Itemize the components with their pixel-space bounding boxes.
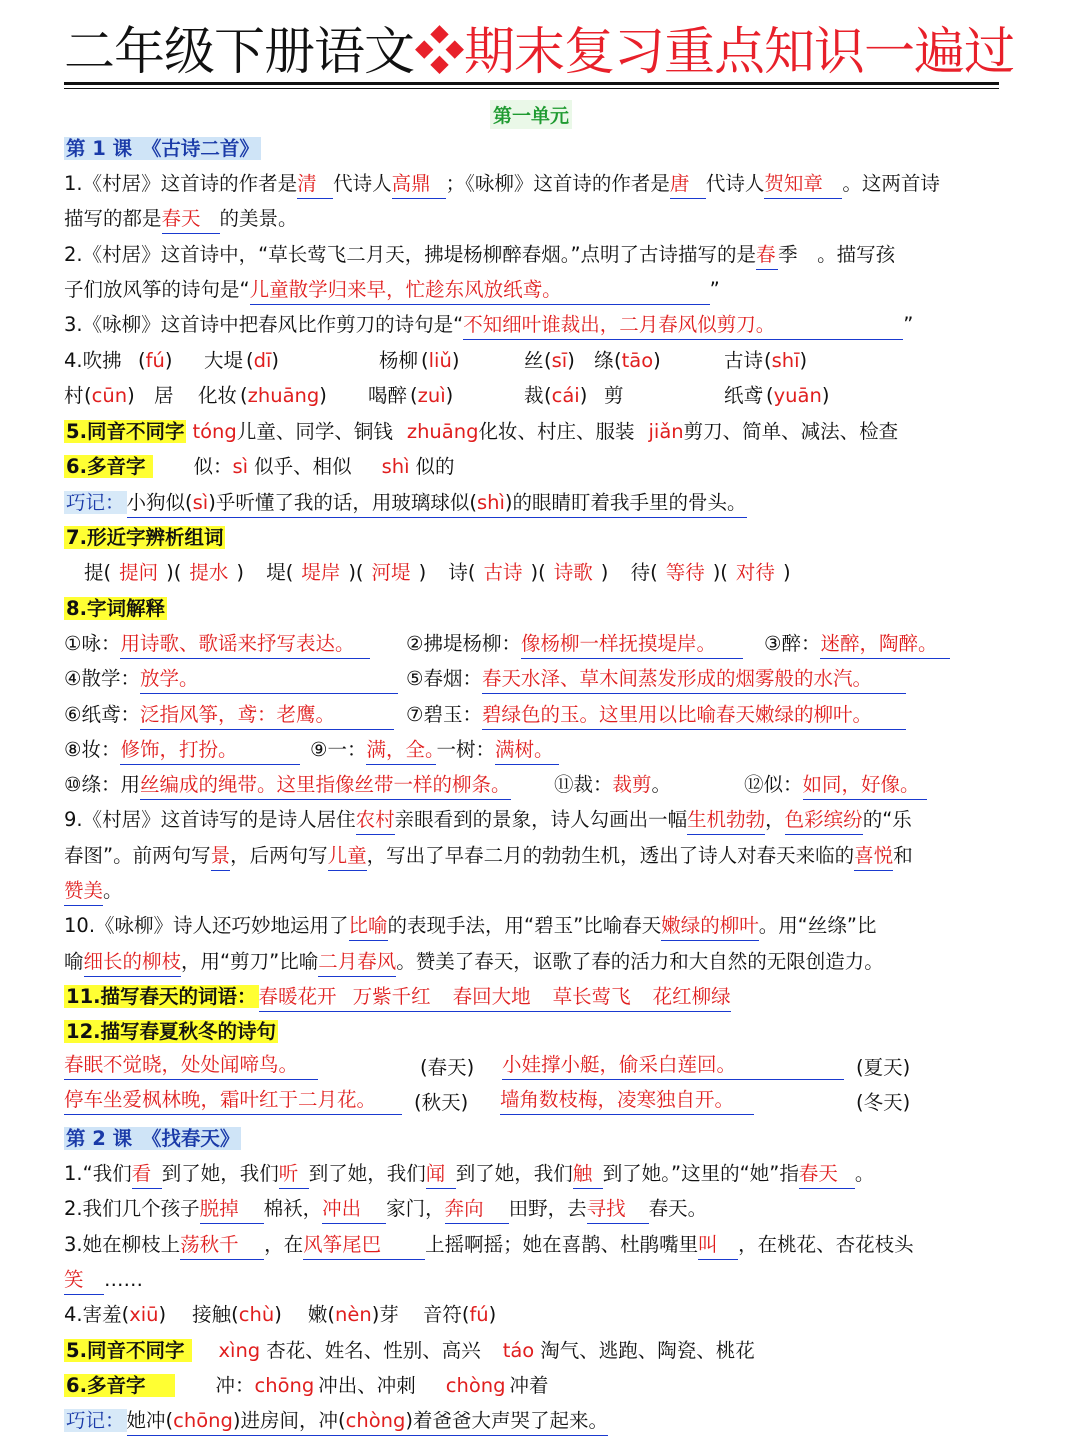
l1-q2-line2	[64, 272, 720, 307]
text-lesson1-xing-items-3-1: 等待	[665, 561, 705, 584]
text-lesson2-q2-e: 田野，去	[508, 1197, 587, 1220]
text-lesson1-q10-b2: 嫩绿的柳叶	[661, 911, 759, 941]
page-title	[64, 22, 1015, 84]
text-lesson1-q1-f: 。这两首诗	[842, 172, 940, 195]
text-lesson2-py-7: 音符	[422, 1303, 462, 1326]
text-lesson2-py-1: xiū	[129, 1303, 159, 1326]
text-span	[764, 626, 950, 661]
text-lesson1-q9-h: ，写出了早春二月的勃勃生机，透出了诗人对春天来临的	[366, 844, 855, 867]
title-rule-thin	[64, 88, 999, 89]
text-lesson1-tong-p1: tóng	[192, 420, 237, 443]
text-span	[64, 661, 398, 696]
text-lesson2-q2-f: 春天。	[648, 1197, 708, 1220]
text-lesson1-q9-b7: 赞美	[64, 876, 103, 906]
text-lesson1-xing-items-0-2: 提水	[189, 561, 229, 584]
text-lesson2-q1-b3: 闻	[426, 1159, 456, 1189]
text-lesson1-qiao-p2: shì	[476, 491, 505, 514]
text-span: 小狗似(sì)乎听懂了我的话，用玻璃球似(shì)的眼睛盯着我手里的骨头。	[127, 488, 747, 518]
text-lesson2-qiao-p2: chòng	[345, 1409, 406, 1432]
text-lesson1-py1-3: dī	[253, 349, 272, 372]
text-lesson1-q12-label: 12.描写春夏秋冬的诗句	[66, 1020, 277, 1043]
text-lesson1-py2-8: cái	[551, 384, 580, 407]
text-lesson1-q9-b1: 农村	[356, 805, 395, 835]
text-span	[310, 732, 559, 767]
text-lesson2-q3-b1: 荡秋千	[180, 1230, 264, 1260]
text-lesson1-q10-g: 。赞美了春天，讴歌了春的活力和大自然的无限创造力。	[396, 950, 884, 973]
text-lesson1-q2-b2: 儿童散学归来早，忙趁东风放纸鸢。	[250, 275, 710, 305]
text-lesson1-q12-s4: 墙角数枝梅，凌寒独自开。	[500, 1085, 754, 1115]
l1-qiaoji	[64, 485, 747, 520]
text-lesson1-py1-2: 大堤	[204, 349, 244, 372]
text-lesson1-q1-h: 的美景。	[219, 207, 298, 230]
text-lesson2-qiao-p1: chōng	[173, 1409, 233, 1432]
text-lesson1-q1-g: 描写的都是	[64, 207, 162, 230]
text-lesson2-q2-b3: 奔向	[445, 1194, 509, 1224]
text-lesson2-q2-d: 家门，	[386, 1197, 445, 1220]
text-lesson1-q1-b5: 春天	[162, 204, 220, 234]
text-lesson2-q2-c: 棉袄，	[263, 1197, 323, 1220]
text-span: (zhuāng)	[240, 384, 327, 407]
l1-jieshi-label	[64, 591, 167, 626]
text-lesson2-q3-e: ，在桃花、杏花枝头	[738, 1233, 914, 1256]
text-lesson1-xing-items-2-0: 诗	[448, 561, 468, 584]
text-lesson1-py2-5: 喝醉	[368, 384, 408, 407]
l1-q2-line1	[64, 237, 895, 272]
text-lesson1-xing-items-0-0: 提	[84, 561, 104, 584]
l2-pinyin: 4.害羞(xiū) 接触(chù) 嫩(nèn)芽 音符(fú)	[64, 1303, 497, 1326]
text-lesson1-q9-b6: 喜悦	[854, 841, 893, 871]
text-lesson1-xing-items-1-1: 堤岸	[301, 561, 341, 584]
text-lesson2-q1-f: 到了她。”这里的“她”指	[602, 1162, 799, 1185]
text-lesson1-q9-i: 和	[893, 844, 913, 867]
text-lesson1-q10-b1: 比喻	[349, 911, 388, 941]
text-lesson1-q2-a: 2.《村居》这首诗中，“草长莺飞二月天，拂堤杨柳醉春烟。”点明了古诗描写的是	[64, 243, 757, 266]
text-lesson2-duo-label: 6.多音字	[64, 1374, 175, 1397]
text-lesson1-jie-r4-5: 满树。	[495, 735, 559, 765]
text-lesson2-q1-b4: 触	[573, 1159, 603, 1189]
text-lesson1-q12-t4: (冬天)	[856, 1091, 911, 1114]
text-lesson2-q3-b3: 叫	[698, 1230, 738, 1260]
text-lesson1-q12-t3: (秋天)	[414, 1091, 469, 1114]
text-lesson1-qiao-c: 的眼睛盯着我手里的骨头。	[512, 491, 747, 514]
text-lesson1-qiao-a: 小狗似	[126, 491, 186, 514]
text-lesson2-qiao-b: 进房间，冲	[240, 1409, 339, 1432]
text-span	[64, 732, 300, 767]
text-lesson2-q2-b1: 脱掉	[200, 1194, 264, 1224]
text-span	[64, 767, 511, 802]
text-lesson1-qiao-p1: sì	[192, 491, 209, 514]
text-lesson1-py2-11: yuān	[773, 384, 822, 407]
l1-q9-line2	[64, 838, 913, 873]
text-lesson1-py1-6: 丝	[524, 349, 544, 372]
text-lesson1-jie-r4-2: ⑨一：	[310, 738, 367, 761]
text-lesson2-q1-b5: 春天	[799, 1159, 855, 1189]
l2-q1	[64, 1156, 874, 1191]
text-lesson2-q3-b2: 风筝尾巴	[303, 1230, 425, 1260]
l1-q10-line2	[64, 944, 884, 979]
text-lesson2-q3-b4: 笑	[64, 1265, 104, 1295]
text-lesson1-py1-7: sī	[551, 349, 568, 372]
text-lesson1-q12-t2: (夏天)	[856, 1056, 911, 1079]
text-lesson2-py-6: 芽	[379, 1303, 399, 1326]
text-lesson1-q9-e: 的“乐	[862, 808, 912, 831]
text-lesson1-jie-r3-3: 碧绿色的玉。这里用以比喻春天嫩绿的柳叶。	[482, 700, 906, 730]
l1-q1-line1	[64, 166, 940, 201]
text-span	[406, 697, 906, 732]
text-lesson1-q11-words-0: 春暖花开	[258, 985, 337, 1008]
text-lesson1-q1-b1: 清	[297, 169, 333, 199]
text-span	[64, 697, 394, 732]
text-lesson1-jie-r1-2: ②拂堤杨柳：	[406, 632, 521, 655]
text-span: (cái)	[544, 384, 588, 407]
title-black: 二年级下册语文	[64, 23, 415, 82]
text-lesson1-q10-d: 。用“丝绦”比	[758, 914, 877, 937]
text-lesson2-duo-p2: chòng	[445, 1374, 506, 1397]
text-lesson1-jie-r1-5: 迷醉，陶醉。	[820, 629, 950, 659]
text-lesson1-q9-b4: 景	[211, 841, 231, 871]
text-lesson1-jie-r2-1: 放学。	[140, 664, 398, 694]
text-lesson1-py2-0: 村	[64, 384, 84, 407]
text-lesson1-py2-7: 裁	[524, 384, 544, 407]
lesson2-title-row	[64, 1121, 241, 1156]
text-lesson1-py1-4: 杨柳	[379, 349, 419, 372]
text-lesson2-duo-p1: chōng	[254, 1374, 315, 1397]
text-lesson1-py2-10: 纸鸢	[724, 384, 764, 407]
text-lesson2-py-4: 嫩	[307, 1303, 328, 1326]
text-span: (yuān)	[766, 384, 830, 407]
text-span: (sī)	[544, 349, 575, 372]
text-lesson1-q10-e: 喻	[64, 950, 84, 973]
text-lesson2-qiao-c: 着爸爸大声哭了起来。	[412, 1409, 608, 1432]
text-lesson2-duo-a: 冲：	[215, 1374, 255, 1397]
text-lesson1-q9-a: 9.《村居》这首诗写的是诗人居住	[64, 808, 356, 831]
text-lesson1-q11-words-3: 草长莺飞	[552, 985, 631, 1008]
text-lesson1-tong-w2: 化妆、村庄、服装	[478, 420, 635, 443]
text-lesson1-jie-r5-5: ⑫似：	[744, 773, 803, 796]
text-lesson1-jie-r4-4: 一树：	[436, 738, 495, 761]
l2-duoyin	[64, 1368, 549, 1403]
text-lesson1-jie-r2-0: ④散学：	[64, 667, 140, 690]
text-lesson1-jie-r4-0: ⑧妆：	[64, 738, 121, 761]
text-lesson1-jie-r5-3: 裁剪	[612, 773, 652, 796]
text-lesson1-q1-d: ；《咏柳》这首诗的作者是	[445, 172, 670, 195]
text-lesson2-q1-e: 到了她，我们	[455, 1162, 573, 1185]
text-lesson2-tong-p1: xìng	[218, 1339, 261, 1362]
text-lesson1-q12-t1: (春天)	[420, 1056, 475, 1079]
text-span: (zuì)	[410, 384, 454, 407]
text-span: (shī)	[764, 349, 808, 372]
text-lesson1-q2-b1: 春	[756, 240, 778, 270]
text-span	[554, 767, 671, 802]
text-lesson1-q1-a: 1.《村居》这首诗的作者是	[64, 172, 298, 195]
text-span: (liǔ)	[421, 349, 460, 372]
text-lesson1-py1-0: 4.吹拂	[64, 349, 122, 372]
text-lesson1-jie-r5-6: 如同，好像。	[803, 770, 927, 800]
text-lesson2-q2-b2: 冲出	[322, 1194, 386, 1224]
text-span: (fú)	[138, 349, 173, 372]
text-lesson1-xing-items-2-2: 诗歌	[553, 561, 593, 584]
text-lesson1-q2-e: ”	[709, 278, 720, 301]
text-lesson1-jie-r3-2: ⑦碧玉：	[406, 703, 482, 726]
text-lesson1-q10-b3: 细长的柳枝	[84, 947, 182, 977]
text-lesson1-xing-items-2-1: 古诗	[483, 561, 523, 584]
text-lesson2-py-3: chù	[238, 1303, 275, 1326]
text-lesson1-q3-b: 不知细叶谁裁出，二月春风似剪刀。	[463, 310, 903, 340]
text-lesson1-tong-label: 5.同音不同字	[66, 420, 185, 443]
text-lesson2-py-2: 接触	[192, 1303, 232, 1326]
text-lesson1-py2-9: 剪	[604, 384, 624, 407]
text-lesson1-q1-e: 代诗人	[705, 172, 765, 195]
text-lesson2-tong-w2: 淘气、逃跑、陶瓷、桃花	[540, 1339, 755, 1362]
text-lesson1-jie-r5-4: 。	[651, 773, 672, 796]
title-rule	[64, 82, 999, 85]
text-lesson1-q3-c: ”	[903, 313, 914, 336]
text-lesson1-q12-s3: 停车坐爱枫林晚，霜叶红于二月花。	[64, 1085, 402, 1115]
text-lesson1-q2-c: 季 。描写孩	[778, 243, 896, 266]
text-lesson1-q10-a: 10.《咏柳》诗人还巧妙地运用了	[64, 914, 349, 937]
text-lesson1-q9-c: 亲眼看到的景象，诗人勾画出一幅	[394, 808, 688, 831]
text-lesson1-q9-b5: 儿童	[328, 841, 367, 871]
text-lesson1-duo-w2: 似的	[415, 455, 455, 478]
text-span: (dī)	[246, 349, 280, 372]
text-span: 她冲(chōng)进房间，冲(chòng)着爸爸大声哭了起来。	[127, 1406, 608, 1436]
text-lesson2-tong-label: 5.同音不同字	[64, 1339, 192, 1362]
text-lesson1-q11-label: 11.描写春天的词语：	[66, 985, 257, 1008]
text-lesson1-jie-r3-0: ⑥纸鸢：	[64, 703, 140, 726]
l1-xingjin-row: 提( 提问 )( 提水 ) 堤( 堤岸 )( 河堤 ) 诗( 古诗 )( 诗歌 ) 待( 等待 )( 对待 )	[84, 561, 791, 584]
text-lesson1-duo-w1: 似乎、相似	[254, 455, 352, 478]
text-lesson1-q10-b4: 二月春风	[318, 947, 396, 977]
text-lesson1-jie-r5-1: 丝编成的绳带。这里指像丝带一样的柳条。	[140, 770, 511, 800]
l2-tongyin	[64, 1333, 755, 1368]
text-lesson1-duo-a: 似：	[193, 455, 233, 478]
text-lesson2-tong-w1: 杏花、姓名、性别、高兴	[266, 1339, 481, 1362]
text-lesson2-q2-b4: 寻找	[587, 1194, 649, 1224]
text-lesson1-py2-4: zhuāng	[247, 384, 320, 407]
text-lesson1-py1-10: 古诗	[724, 349, 764, 372]
text-lesson1-q12-s1: 春眠不觉晓，处处闻啼鸟。	[64, 1050, 318, 1080]
text-span	[406, 626, 743, 661]
lesson2-title: 第 2 课 《找春天》	[66, 1127, 240, 1150]
text-lesson1-q11-words-4: 花红柳绿	[652, 985, 731, 1008]
text-lesson1-q9-b2: 生机勃勃	[687, 805, 765, 835]
text-lesson1-duo-p1: sì	[232, 455, 249, 478]
text-lesson1-qiao-b: 乎听懂了我的话，用玻璃球似	[215, 491, 470, 514]
text-span: (tāo)	[614, 349, 661, 372]
text-lesson1-q1-b2: 高鼎	[392, 169, 446, 199]
text-span: (cūn)	[84, 384, 135, 407]
l1-q12-label	[64, 1014, 278, 1049]
text-lesson1-xing-items-3-2: 对待	[735, 561, 775, 584]
text-lesson2-py-8: fú	[469, 1303, 489, 1326]
text-lesson1-py1-11: shī	[771, 349, 800, 372]
text-lesson2-q1-a: 1.“我们	[64, 1162, 132, 1185]
text-lesson1-q9-f: 春图”。前两句写	[64, 844, 211, 867]
text-span	[64, 626, 370, 661]
text-lesson1-q9-g: ，后两句写	[230, 844, 328, 867]
text-lesson1-q2-d: 子们放风筝的诗句是“	[64, 278, 250, 301]
text-lesson1-jie-r1-0: ①咏：	[64, 632, 121, 655]
text-lesson2-py-0: 4.害羞	[64, 1303, 122, 1326]
text-lesson1-q11-words-1: 万紫千红	[352, 985, 431, 1008]
unit-heading: 第一单元	[490, 100, 572, 129]
text-lesson1-q9-d: ，	[765, 808, 785, 831]
l1-duoyin	[64, 449, 455, 484]
text-lesson1-q11-words-2: 春回大地	[452, 985, 531, 1008]
text-lesson2-q1-c: 到了她，我们	[161, 1162, 279, 1185]
text-lesson1-jie-label: 8.字词解释	[66, 597, 165, 620]
text-lesson2-qiao-a: 她冲	[126, 1409, 166, 1432]
text-lesson1-xing-label: 7.形近字辨析组词	[66, 526, 224, 549]
text-lesson1-jie-r2-2: ⑤春烟：	[406, 667, 482, 690]
text-lesson1-xing-items-3-0: 待	[630, 561, 651, 584]
text-lesson2-qiao-label: 巧记：	[66, 1409, 125, 1432]
l1-q9-line3	[64, 873, 123, 908]
text-lesson1-jie-r4-3: 满，全。	[366, 735, 436, 765]
text-lesson1-tong-w3: 剪刀、简单、减法、检查	[683, 420, 899, 443]
text-lesson1-q3-a: 3.《咏柳》这首诗中把春风比作剪刀的诗句是“	[64, 313, 464, 336]
text-lesson1-jie-r1-1: 用诗歌、歌谣来抒写表达。	[120, 629, 370, 659]
text-lesson2-q3-c: ，在	[264, 1233, 304, 1256]
diamond-icon: ❖	[414, 23, 465, 82]
text-lesson1-xing-items-1-2: 河堤	[371, 561, 411, 584]
text-lesson1-q1-b4: 贺知章	[764, 169, 842, 199]
l2-q3-line2	[64, 1262, 143, 1297]
text-lesson1-qiao-label: 巧记：	[66, 491, 125, 514]
text-span	[406, 661, 906, 696]
text-lesson1-duo-p2: shì	[381, 455, 410, 478]
text-lesson1-q10-c: 的表现手法，用“碧玉”比喻春天	[387, 914, 662, 937]
text-lesson1-jie-r4-1: 修饰，打扮。	[120, 735, 300, 765]
text-lesson2-q1-b2: 听	[279, 1159, 309, 1189]
text-lesson1-q9-b3: 色彩缤纷	[785, 805, 863, 835]
text-lesson1-xing-items-1-0: 堤	[266, 561, 286, 584]
title-red: 期末复习重点知识一遍过	[464, 23, 1015, 82]
l2-q3-line1	[64, 1227, 914, 1262]
text-span	[744, 767, 927, 802]
text-lesson1-py2-3: 化妆	[198, 384, 238, 407]
text-lesson1-py1-1: fú	[145, 349, 165, 372]
text-lesson2-q1-d: 到了她，我们	[308, 1162, 426, 1185]
lesson1-title-row	[64, 131, 261, 166]
text-lesson2-tong-p2: táo	[502, 1339, 535, 1362]
text-lesson1-tong-p3: jiǎn	[648, 420, 684, 443]
l2-q2	[64, 1191, 707, 1226]
l2-qiaoji	[64, 1403, 608, 1438]
text-lesson1-py1-8: 绦	[594, 349, 614, 372]
text-lesson1-jie-r5-0: ⑩绦：用	[64, 773, 140, 796]
l1-tongyin	[64, 414, 898, 449]
text-lesson1-py2-6: zuì	[417, 384, 446, 407]
text-lesson2-q1-b1: 看	[132, 1159, 162, 1189]
l1-xingjin-label	[64, 520, 225, 555]
text-lesson2-duo-w2: 冲着	[509, 1374, 549, 1397]
text-lesson2-q3-d: 上摇啊摇；她在喜鹊、杜鹃嘴里	[425, 1233, 699, 1256]
text-lesson1-jie-r1-4: ③醉：	[764, 632, 821, 655]
text-lesson1-q9-j: 。	[103, 879, 123, 902]
text-lesson1-py2-2: 居	[154, 384, 174, 407]
text-lesson1-py1-5: liǔ	[428, 349, 452, 372]
text-lesson1-q10-f: ，用“剪刀”比喻	[181, 950, 319, 973]
text-lesson1-tong-w1: 儿童、同学、铜钱	[236, 420, 393, 443]
text-lesson1-jie-r5-2: ⑪裁：	[554, 773, 613, 796]
l1-q1-line2	[64, 201, 298, 236]
text-lesson1-q1-b3: 唐	[670, 169, 706, 199]
text-lesson2-py-5: nèn	[334, 1303, 372, 1326]
lesson1-title: 第 1 课 《古诗二首》	[66, 137, 259, 160]
text-lesson2-q3-f: ……	[104, 1268, 143, 1291]
text-lesson1-py2-1: cūn	[91, 384, 128, 407]
text-lesson1-tong-p2: zhuāng	[406, 420, 479, 443]
l1-q10-line1	[64, 908, 876, 943]
text-lesson1-q12-s2: 小娃撑小艇，偷采白莲回。	[502, 1050, 844, 1080]
l1-q3	[64, 307, 913, 342]
text-lesson1-jie-r3-1: 泛指风筝，鸢：老鹰。	[140, 700, 394, 730]
text-span	[259, 982, 731, 1012]
text-lesson1-duo-label: 6.多音字	[64, 455, 153, 478]
text-lesson1-q1-c: 代诗人	[333, 172, 392, 195]
text-lesson2-q2-a: 2.我们几个孩子	[64, 1197, 200, 1220]
l1-q9-line1	[64, 802, 912, 837]
text-lesson2-duo-w1: 冲出、冲刺	[318, 1374, 416, 1397]
text-lesson1-jie-r2-3: 春天水泽、草木间蒸发形成的烟雾般的水汽。	[482, 664, 906, 694]
text-lesson2-q3-a: 3.她在柳枝上	[64, 1233, 181, 1256]
text-lesson1-jie-r1-3: 像杨柳一样抚摸堤岸。	[521, 629, 743, 659]
text-lesson1-py1-9: tāo	[621, 349, 654, 372]
text-lesson1-xing-items-0-1: 提问	[119, 561, 159, 584]
l1-q11	[64, 979, 731, 1014]
text-lesson2-q1-g: 。	[854, 1162, 875, 1185]
